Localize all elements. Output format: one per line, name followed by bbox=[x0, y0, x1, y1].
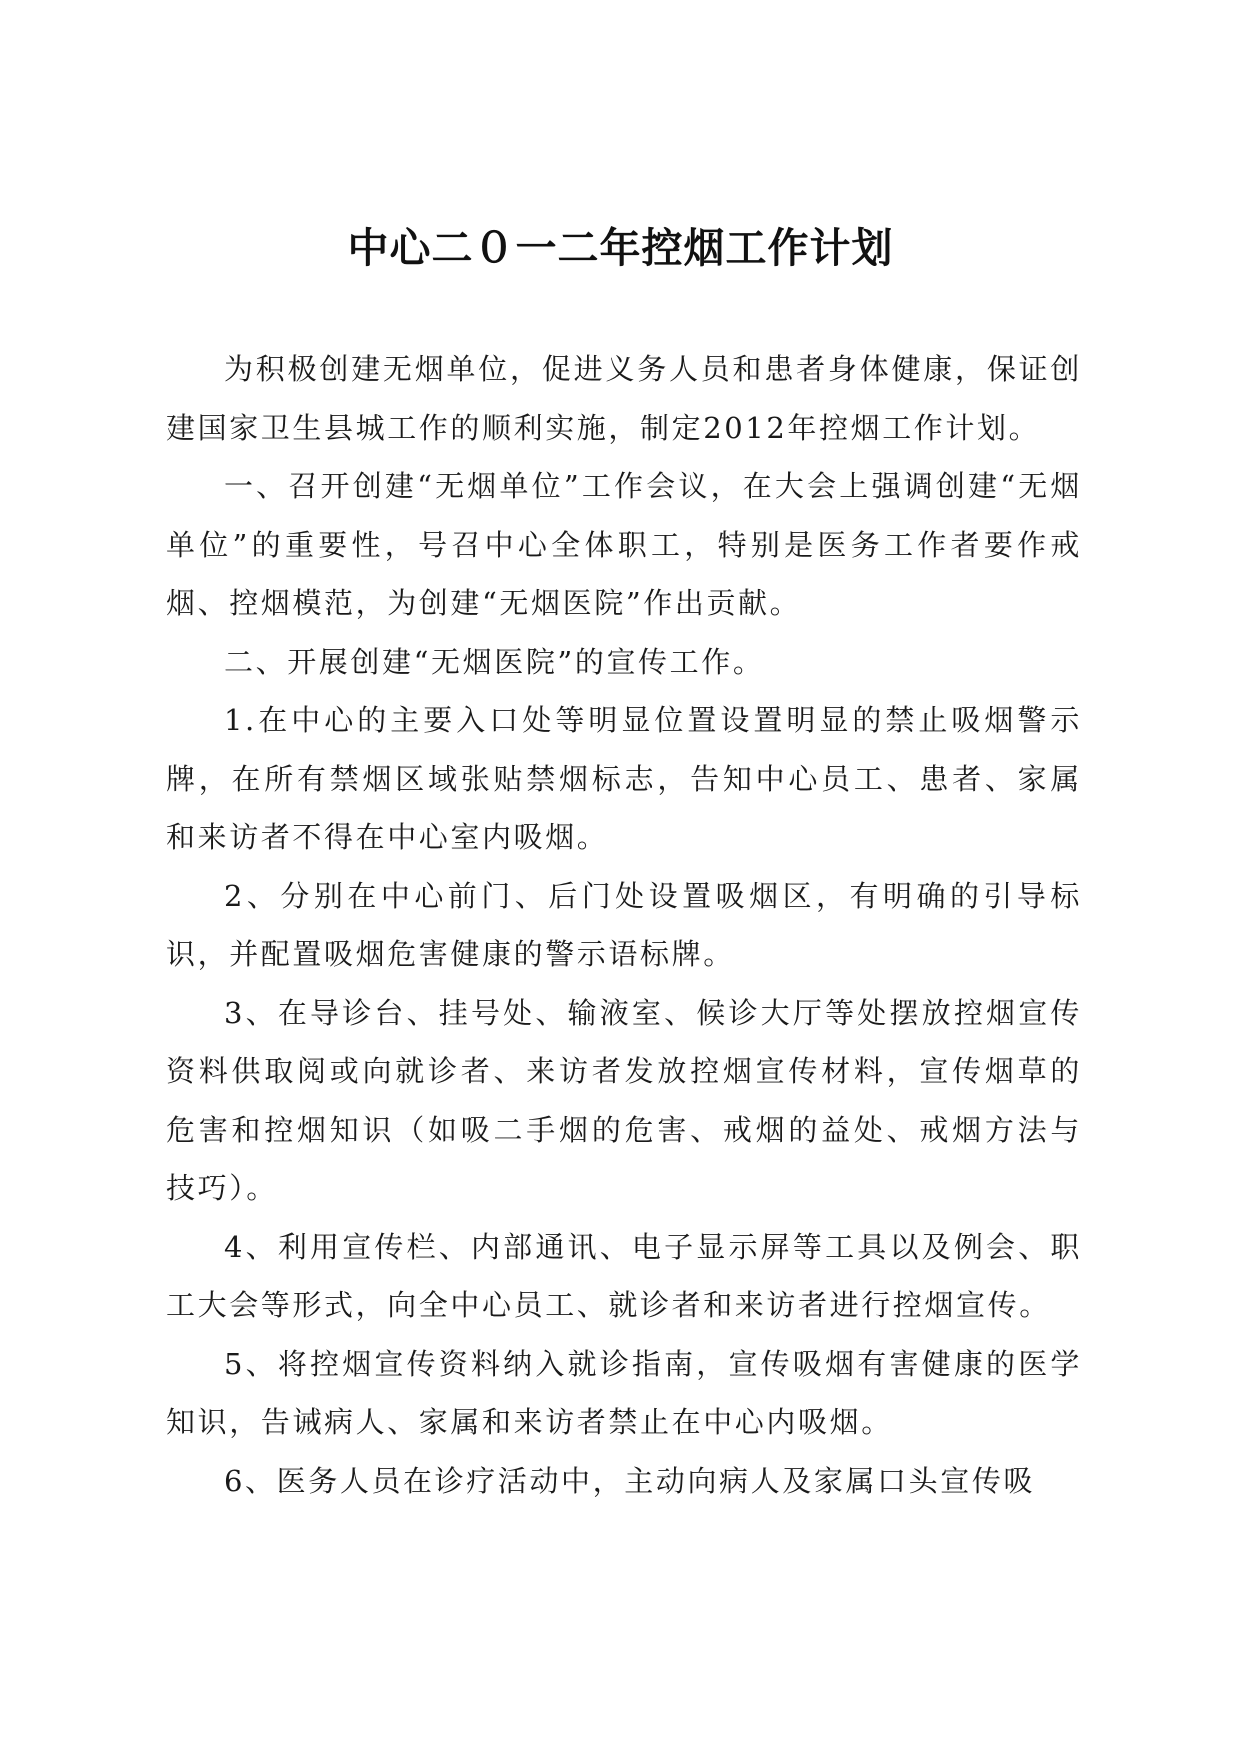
paragraph-item-2: 2、分别在中心前门、后门处设置吸烟区，有明确的引导标识，并配置吸烟危害健康的警示语标牌。 bbox=[166, 878, 1082, 971]
document-title: 中心二０一二年控烟工作计划 bbox=[347, 224, 894, 272]
paragraph-intro: 为积极创建无烟单位，促进义务人员和患者身体健康，保证创建国家卫生县城工作的顺利实施，制定2012年控烟工作计划。 bbox=[166, 352, 1082, 445]
paragraph-item-5: 5、将控烟宣传资料纳入就诊指南，宣传吸烟有害健康的医学知识，告诫病人、家属和来访者禁止在中心内吸烟。 bbox=[166, 1346, 1082, 1439]
document-body bbox=[166, 340, 1082, 1510]
paragraph-item-4: 4、利用宣传栏、内部通讯、电子显示屏等工具以及例会、职工大会等形式，向全中心员工、就诊者和来访者进行控烟宣传。 bbox=[166, 1229, 1082, 1322]
paragraph-item-6: 6、医务人员在诊疗活动中，主动向病人及家属口头宣传吸 bbox=[224, 1463, 1036, 1498]
paragraph-item-3: 3、在导诊台、挂号处、输液室、候诊大厅等处摆放控烟宣传资料供取阅或向就诊者、来访者发放控烟宣传材料，宣传烟草的危害和控烟知识（如吸二手烟的危害、戒烟的益处、戒烟方法与技巧）。 bbox=[166, 995, 1082, 1205]
paragraph-section-2: 二、开展创建“无烟医院”的宣传工作。 bbox=[224, 644, 765, 679]
paragraph-item-1: 1.在中心的主要入口处等明显位置设置明显的禁止吸烟警示牌，在所有禁烟区域张贴禁烟标志，告知中心员工、患者、家属和来访者不得在中心室内吸烟。 bbox=[166, 703, 1082, 854]
paragraph-section-1: 一、召开创建“无烟单位”工作会议，在大会上强调创建“无烟单位”的重要性，号召中心全体职工，特别是医务工作者要作戒烟、控烟模范，为创建“无烟医院”作出贡献。 bbox=[166, 469, 1082, 620]
